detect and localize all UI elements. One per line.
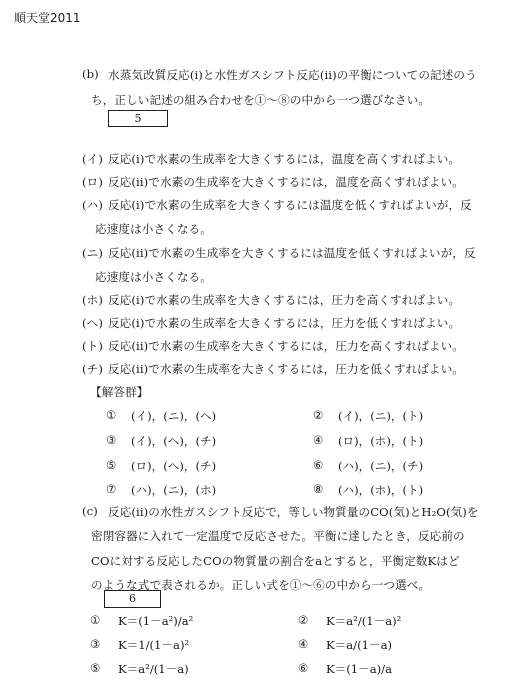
statement-line: 反応(i)で水素の生成率を大きくするには，温度を高くすればよい。 xyxy=(108,152,461,166)
choice-number: ⑦ xyxy=(106,482,117,496)
statement-line: 応速度は小さくなる。 xyxy=(95,222,212,236)
statement-line: 反応(ii)で水素の生成率を大きくするには温度を低くすればよいが，反 xyxy=(108,246,476,260)
choice-number: ⑥ xyxy=(313,458,324,472)
page-header: 順天堂2011 xyxy=(14,11,81,25)
section-c-label: (c) xyxy=(82,504,98,518)
formula-text: K＝a/(1－a) xyxy=(326,638,393,652)
formula-text: K＝1/(1－a)² xyxy=(118,638,190,652)
statement-mark: (ロ) xyxy=(82,175,103,189)
choice-number: ⑤ xyxy=(106,458,117,472)
statement-line: 反応(ii)で水素の生成率を大きくするには，圧力を低くすればよい。 xyxy=(108,362,464,376)
choice-text: (ロ)，(ヘ)，(チ) xyxy=(131,459,217,473)
choice-text: (イ)，(ニ)，(ト) xyxy=(338,409,424,423)
formula-text: K＝a²/(1－a) xyxy=(118,662,189,676)
answer-box-6: 6 xyxy=(104,590,161,608)
formula-number: ③ xyxy=(90,637,101,651)
choice-text: (ハ)，(ニ)，(ホ) xyxy=(131,483,217,497)
answer-box-5: 5 xyxy=(108,110,168,127)
statement-mark: (チ) xyxy=(82,362,103,376)
statement-mark: (ホ) xyxy=(82,293,103,307)
section-c-line: 密閉容器に入れて一定温度で反応させた。平衡に達したとき，反応前の xyxy=(91,529,465,543)
section-b-label: (b) xyxy=(82,67,99,81)
section-c-line: 反応(ii)の水性ガスシフト反応で，等しい物質量のCO(気)とH₂O(気)を xyxy=(108,505,479,519)
choices-title: 【解答群】 xyxy=(90,385,149,399)
statement-line: 反応(ii)で水素の生成率を大きくするには，圧力を高くすればよい。 xyxy=(108,339,464,353)
choice-number: ④ xyxy=(313,433,324,447)
formula-number: ① xyxy=(90,613,101,627)
statement-mark: (ニ) xyxy=(82,246,103,260)
choice-text: (イ)，(ニ)，(ヘ) xyxy=(131,409,217,423)
formula-number: ② xyxy=(298,613,309,627)
statement-line: 反応(i)で水素の生成率を大きくするには温度を低くすればよいが，反 xyxy=(108,198,472,212)
statement-mark: (ハ) xyxy=(82,198,103,212)
formula-text: K＝(1－a)/a xyxy=(326,662,393,676)
statement-line: 反応(i)で水素の生成率を大きくするには，圧力を高くすればよい。 xyxy=(108,293,461,307)
formula-text: K＝(1－a²)/a² xyxy=(118,614,194,628)
choice-text: (イ)，(ヘ)，(チ) xyxy=(131,434,217,448)
statement-line: 応速度は小さくなる。 xyxy=(95,270,212,284)
section-c-line: のような式で表されるか。正しい式を①〜⑥の中から一つ選べ。 xyxy=(91,578,431,592)
statement-line: 反応(ii)で水素の生成率を大きくするには，温度を高くすればよい。 xyxy=(108,175,464,189)
choice-text: (ハ)，(ホ)，(ト) xyxy=(338,483,424,497)
formula-text: K＝a²/(1－a)² xyxy=(326,614,402,628)
section-b-question-line2: ち，正しい記述の組み合わせを①〜⑧の中から一つ選びなさい。 xyxy=(91,93,431,107)
choice-number: ⑧ xyxy=(313,482,324,496)
statement-mark: (ト) xyxy=(82,339,103,353)
statement-line: 反応(i)で水素の生成率を大きくするには，圧力を低くすればよい。 xyxy=(108,316,461,330)
choice-number: ③ xyxy=(106,433,117,447)
statement-mark: (ヘ) xyxy=(82,316,103,330)
formula-number: ④ xyxy=(298,637,309,651)
section-b-question-line1: 水蒸気改質反応(i)と水性ガスシフト反応(ii)の平衡についての記述のう xyxy=(108,68,477,82)
choice-number: ② xyxy=(313,408,324,422)
formula-number: ⑥ xyxy=(298,661,309,675)
choice-number: ① xyxy=(106,408,117,422)
statement-mark: (イ) xyxy=(82,152,103,166)
choice-text: (ハ)，(ニ)，(チ) xyxy=(338,459,424,473)
section-c-line: COに対する反応したCOの物質量の割合をaとすると，平衡定数Kはど xyxy=(91,554,460,568)
choice-text: (ロ)，(ホ)，(ト) xyxy=(338,434,424,448)
formula-number: ⑤ xyxy=(90,661,101,675)
